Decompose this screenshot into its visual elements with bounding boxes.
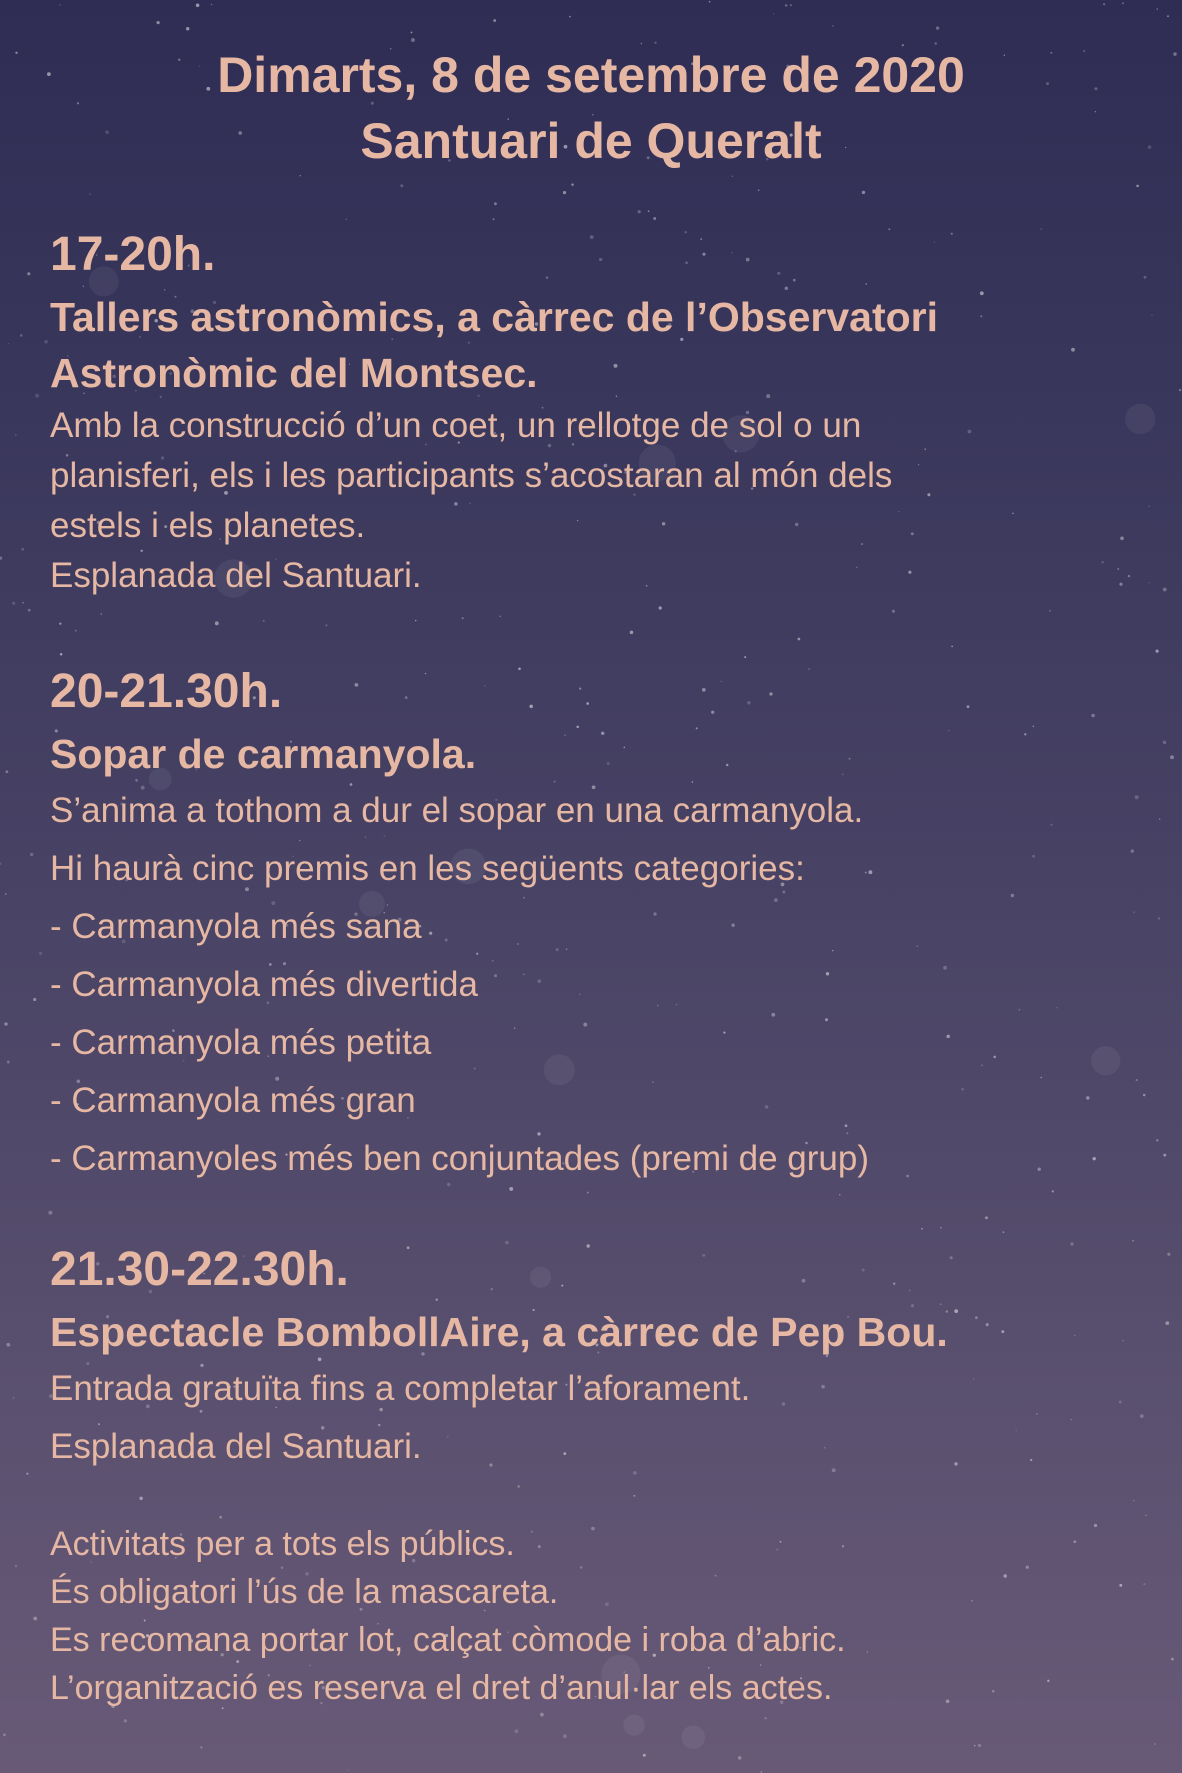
event-time: 21.30-22.30h. [50,1243,349,1296]
event-title [50,289,1150,401]
event-venue: Santuari de Queralt [360,113,822,169]
list-item: - Carmanyoles més ben conjuntades (premi de grup) [50,1139,869,1178]
event-title: Espectacle BombollAire, a càrrec de Pep Bou. [50,1309,948,1355]
note-line: Es recomana portar lot, calçat còmode i roba d’abric. [50,1621,846,1659]
event-date: Dimarts, 8 de setembre de 2020 [217,47,965,103]
description-line: Entrada gratuïta fins a completar l’aforament. [50,1369,751,1408]
event-dinner [50,662,1150,1188]
list-item: - Carmanyola més gran [50,1081,416,1120]
event-workshops [50,225,1150,601]
event-time: 20-21.30h. [50,665,283,718]
event-location: Esplanada del Santuari. [50,556,422,595]
list-item: - Carmanyola més petita [50,1023,432,1062]
event-title-line: Tallers astronòmics, a càrrec de l’Observatori [50,294,938,340]
description-line: Hi haurà cinc premis en les següents categories: [50,849,805,888]
event-show [50,1240,1150,1476]
event-time: 17-20h. [50,228,216,281]
note-line: L’organització es reserva el dret d’anul·lar els actes. [50,1669,833,1707]
poster-header [0,42,1182,174]
note-line: Activitats per a tots els públics. [50,1525,515,1563]
event-title: Sopar de carmanyola. [50,731,477,777]
prize-category-list [50,898,1150,1188]
description-line: planisferi, els i les participants s’acostaran al món dels [50,456,893,495]
event-description [50,401,1150,601]
list-item: - Carmanyola més divertida [50,965,478,1004]
event-title-line: Astronòmic del Montsec. [50,350,538,396]
event-location: Esplanada del Santuari. [50,1427,422,1466]
list-item: - Carmanyola més sana [50,907,422,946]
description-line: estels i els planetes. [50,506,366,545]
note-line: És obligatori l’ús de la mascareta. [50,1573,559,1611]
description-line: S’anima a tothom a dur el sopar en una carmanyola. [50,791,864,830]
general-notes [50,1520,1150,1712]
description-line: Amb la construcció d’un coet, un rellotge de sol o un [50,406,862,445]
